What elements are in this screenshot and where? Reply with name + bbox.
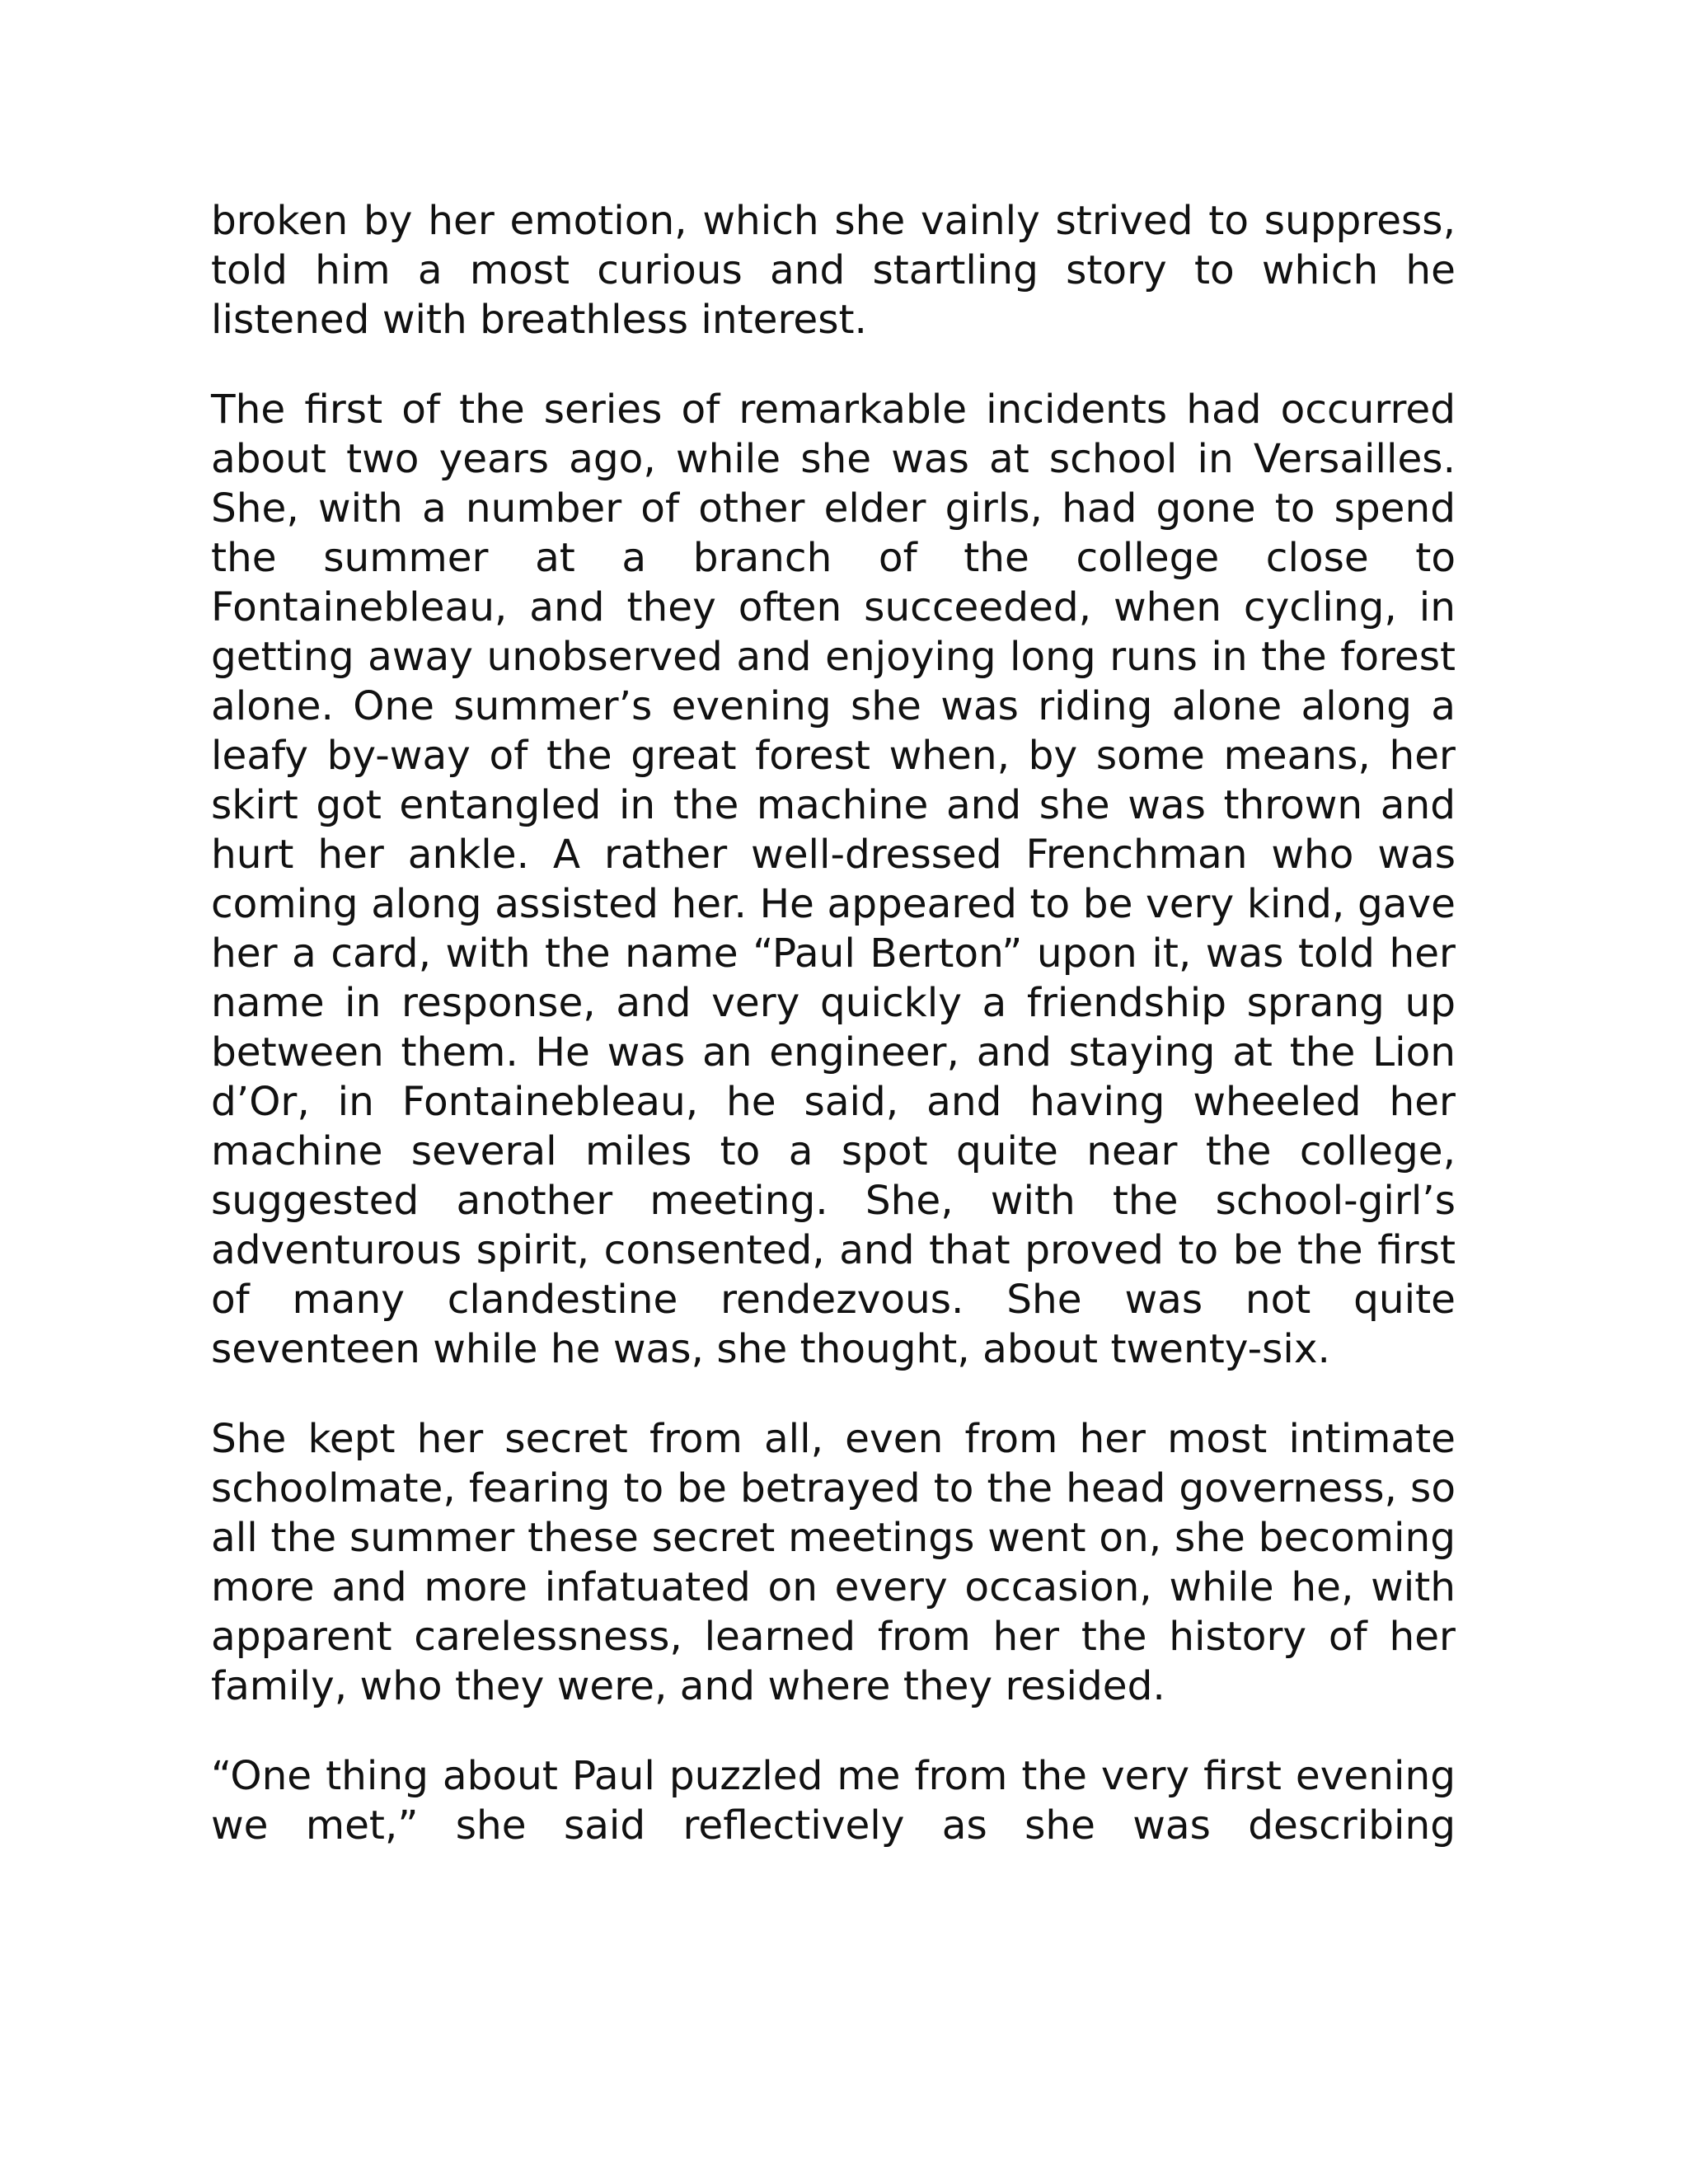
paragraph-3: She kept her secret from all, even from her most intimate schoolmate, fearing to be betrayed to the head governess, so all the summer these secret meetings went on, she becoming more and more infatuated on every occasion, while he, with apparent carelessness, learned from her the history of her family, who they were, and where they resided.: [211, 1416, 1456, 1709]
paragraph-1: broken by her emotion, which she vainly strived to suppress, told him a most curious and startling story to which he listened with breathless interest.: [211, 198, 1456, 343]
paragraph-4: “One thing about Paul puzzled me from the very first evening we met,” she said reflectively as she was describing: [211, 1753, 1456, 1849]
document-page: [211, 196, 1456, 1891]
paragraph-2: The first of the series of remarkable incidents had occurred about two years ago, while she was at school in Versailles. She, with a number of other elder girls, had gone to spend the summer at a branch of the college close to Fontainebleau, and they often succeeded, when cycling, in getting away unobserved and enjoying long runs in the forest alone. One summer’s evening she was riding alone along a leafy by-way of the great forest when, by some means, her skirt got entangled in the machine and she was thrown and hurt her ankle. A rather well-dressed Frenchman who was coming along assisted her. He appeared to be very kind, gave her a card, with the name “Paul Berton” upon it, was told her name in response, and very quickly a friendship sprang up between them. He was an engineer, and staying at the Lion d’Or, in Fontainebleau, he said, and having wheeled her machine several miles to a spot quite near the college, suggested another meeting. She, with the school-girl’s adventurous spirit, consented, and that proved to be the first of many clandestine rendezvous. She was not quite seventeen while he was, she thought, about twenty-six.: [211, 387, 1456, 1372]
